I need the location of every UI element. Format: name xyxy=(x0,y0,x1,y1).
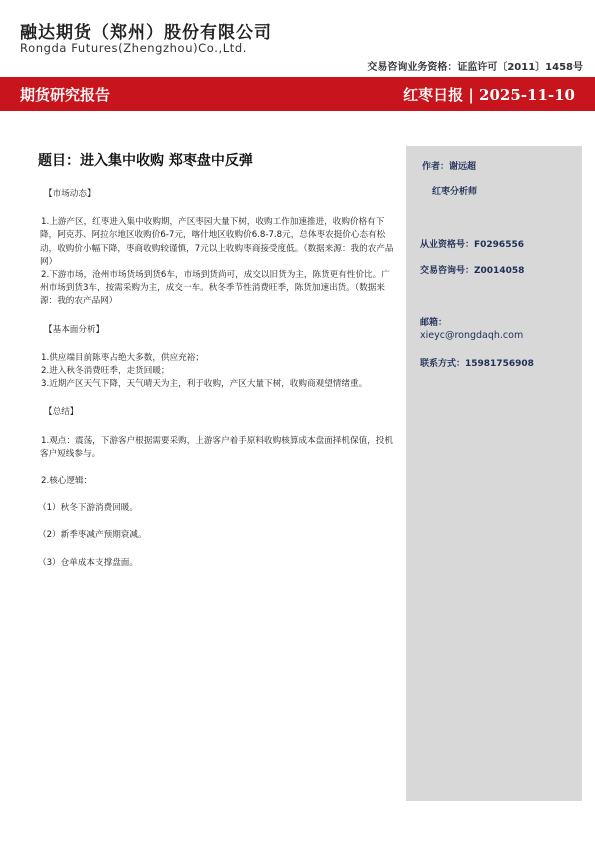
spacer xyxy=(38,461,398,475)
logic-item-1: （1）秋冬下游消费回暖。 xyxy=(38,503,138,514)
email-address[interactable]: xieyc@rongdaqh.com xyxy=(420,330,524,341)
section-label-market: 【市场动态】 xyxy=(44,189,96,199)
logic-item-3: （3）仓单成本支撑盘面。 xyxy=(38,557,138,568)
summary-logic-heading: 2.核心逻辑： xyxy=(41,476,93,487)
company-name-cn: 融达期货（郑州）股份有限公司 xyxy=(20,23,272,43)
license-text: 交易咨询业务资格：证监许可〔2011〕1458号 xyxy=(367,62,583,73)
author-name: 作者：谢远超 xyxy=(422,162,477,172)
spacer xyxy=(38,515,398,529)
author-sidebar xyxy=(406,146,582,801)
market-paragraph-2: 2.下游市场，沧州市场货场到货6车，市场到货尚可，成交以旧货为主，陈货更有性价比。广州市场到货3车，按需采购为主，成交一车。秋冬季节性消费旺季，陈货加速出货。（数据来源：我的农产品网） xyxy=(40,270,390,307)
fundamental-item-1: 1.供应端目前陈枣占绝大多数，供应充裕； xyxy=(41,352,204,363)
contact-phone: 联系方式：15981756908 xyxy=(420,359,534,369)
spacer xyxy=(38,488,398,502)
banner-report-type: 期货研究报告 xyxy=(20,86,111,104)
main-content xyxy=(38,150,398,570)
author-role: 红枣分析师 xyxy=(432,187,478,197)
section-label-fundamental: 【基本面分析】 xyxy=(44,324,105,335)
summary-view: 1.观点：震荡，下游客户根据需要采购，上游客户着手原料收购核算成本盘面择机保值，投机客户短线参与。 xyxy=(40,435,393,459)
report-banner xyxy=(0,77,595,111)
qualification-number: 从业资格号：F0296556 xyxy=(420,240,524,250)
consulting-number: 交易咨询号：Z0014058 xyxy=(420,266,525,276)
fundamental-item-2: 2.进入秋冬消费旺季，走货回暖； xyxy=(41,366,170,377)
section-label-summary: 【总结】 xyxy=(44,407,79,418)
fundamental-item-3: 3.近期产区天气下降，天气晴天为主，利于收购，产区大量下树，收购商观望情绪重。 xyxy=(41,379,368,390)
market-paragraph-1: 1.上游产区，红枣进入集中收购期，产区枣园大量下树，收购工作加速推进，收购价格有下降，阿克苏、阿拉尔地区收购价6-7元，喀什地区收购价6.8-7.8元，总体枣农挺价心态有松动，收购价小幅下降，枣商收购较谨慎，7元以上收购枣商接受度低。（数据来源：我的农产品网） xyxy=(40,217,394,267)
logic-item-2: （2）新季枣减产预期衰减。 xyxy=(38,530,147,541)
company-name-en: Rongda Futures(Zhengzhou)Co.,Ltd. xyxy=(20,41,248,55)
spacer xyxy=(38,309,398,324)
banner-report-date: 红枣日报 | 2025-11-10 xyxy=(403,86,575,104)
document-title: 题目：进入集中收购 郑枣盘中反弹 xyxy=(38,153,253,169)
spacer xyxy=(38,543,398,557)
email-label: 邮箱： xyxy=(420,318,448,328)
spacer xyxy=(38,391,398,406)
